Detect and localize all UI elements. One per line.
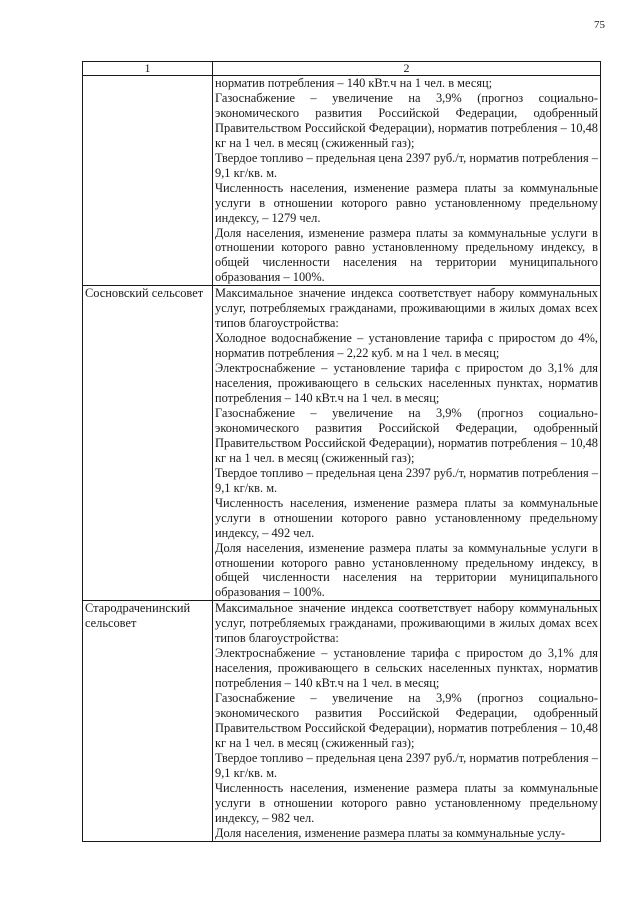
- description-paragraph: Газоснабжение – увеличение на 3,9% (прогноз социально-экономического развития Российской Федерации, одобренный Правительством Российской Федерации), норматив потребления – 10,48 кг на 1 чел. в месяц (сжиженный газ);: [215, 691, 598, 750]
- description-paragraph: Газоснабжение – увеличение на 3,9% (прогноз социально-экономического развития Российской Федерации, одобренный Правительством Российской Федерации), норматив потребления – 10,48 кг на 1 чел. в месяц (сжиженный газ);: [215, 90, 598, 150]
- description-paragraph: Доля населения, изменение размера платы за коммунальные услуги в отношении которого равно установленному предельному индексу, в общей численности населения на территории муниципального образования – 100%.: [215, 225, 598, 285]
- municipality-name: [83, 76, 213, 286]
- description-paragraph: Доля населения, изменение размера платы за коммунальные услуги в отношении которого равно установленному предельному индексу, в общей численности населения на территории муниципального образования – 100%.: [215, 540, 598, 600]
- description-paragraph: Холодное водоснабжение – установление тарифа с приростом до 4%, норматив потребления – 2,22 куб. м на 1 чел. в месяц;: [215, 331, 598, 361]
- description-paragraph: Газоснабжение – увеличение на 3,9% (прогноз социально-экономического развития Российской Федерации, одобренный Правительством Российской Федерации), норматив потребления – 10,48 кг на 1 чел. в месяц (сжиженный газ);: [215, 405, 598, 465]
- description-paragraph: Электроснабжение – установление тарифа с приростом до 3,1% для населения, проживающего в сельских населенных пунктах, норматив потребления – 140 кВт.ч на 1 чел. в месяц;: [215, 361, 598, 406]
- table-row: [83, 286, 601, 601]
- municipality-name: Сосновский сельсовет: [83, 286, 213, 601]
- description-paragraph: Твердое топливо – предельная цена 2397 руб./т, норматив потребления – 9,1 кг/кв. м.: [215, 150, 598, 180]
- page-number: 75: [594, 19, 605, 31]
- index-description: [213, 601, 601, 841]
- description-paragraph: норматив потребления – 140 кВт.ч на 1 чел. в месяц;: [215, 76, 493, 90]
- description-paragraph: Численность населения, изменение размера платы за коммунальные услуги в отношении которого равно установленному предельному индексу, – 1279 чел.: [215, 180, 598, 225]
- table-body: [83, 62, 601, 842]
- column-header-2: 2: [213, 62, 601, 76]
- description-paragraph: Численность населения, изменение размера платы за коммунальные услуги в отношении которого равно установленному предельному индексу, – 492 чел.: [215, 495, 598, 540]
- description-paragraph: Электроснабжение – установление тарифа с приростом до 3,1% для населения, проживающего в сельских населенных пунктах, норматив потребления – 140 кВт.ч на 1 чел. в месяц;: [215, 646, 598, 691]
- description-paragraph: Максимальное значение индекса соответствует набору коммунальных услуг, потребляемых гражданами, проживающими в жилых домах всех типов благоустройства:: [215, 286, 598, 331]
- description-paragraph: Твердое топливо – предельная цена 2397 руб./т, норматив потребления – 9,1 кг/кв. м.: [215, 465, 598, 495]
- index-description: [213, 286, 601, 601]
- column-header-1: 1: [83, 62, 213, 76]
- table-row: [83, 601, 601, 841]
- index-table: [82, 61, 601, 842]
- description-paragraph: Максимальное значение индекса соответствует набору коммунальных услуг, потребляемых гражданами, проживающими в жилых домах всех типов благоустройства:: [215, 601, 598, 646]
- municipality-name: Стародраченинский сельсовет: [83, 601, 213, 841]
- description-paragraph: Доля населения, изменение размера платы за коммунальные услу-: [215, 825, 566, 840]
- description-paragraph: Численность населения, изменение размера платы за коммунальные услуги в отношении которого равно установленному предельному индексу, – 982 чел.: [215, 780, 598, 825]
- table-header-row: [83, 62, 601, 76]
- description-paragraph: Твердое топливо – предельная цена 2397 руб./т, норматив потребления – 9,1 кг/кв. м.: [215, 750, 598, 780]
- index-description: [213, 76, 601, 286]
- table-row: [83, 76, 601, 286]
